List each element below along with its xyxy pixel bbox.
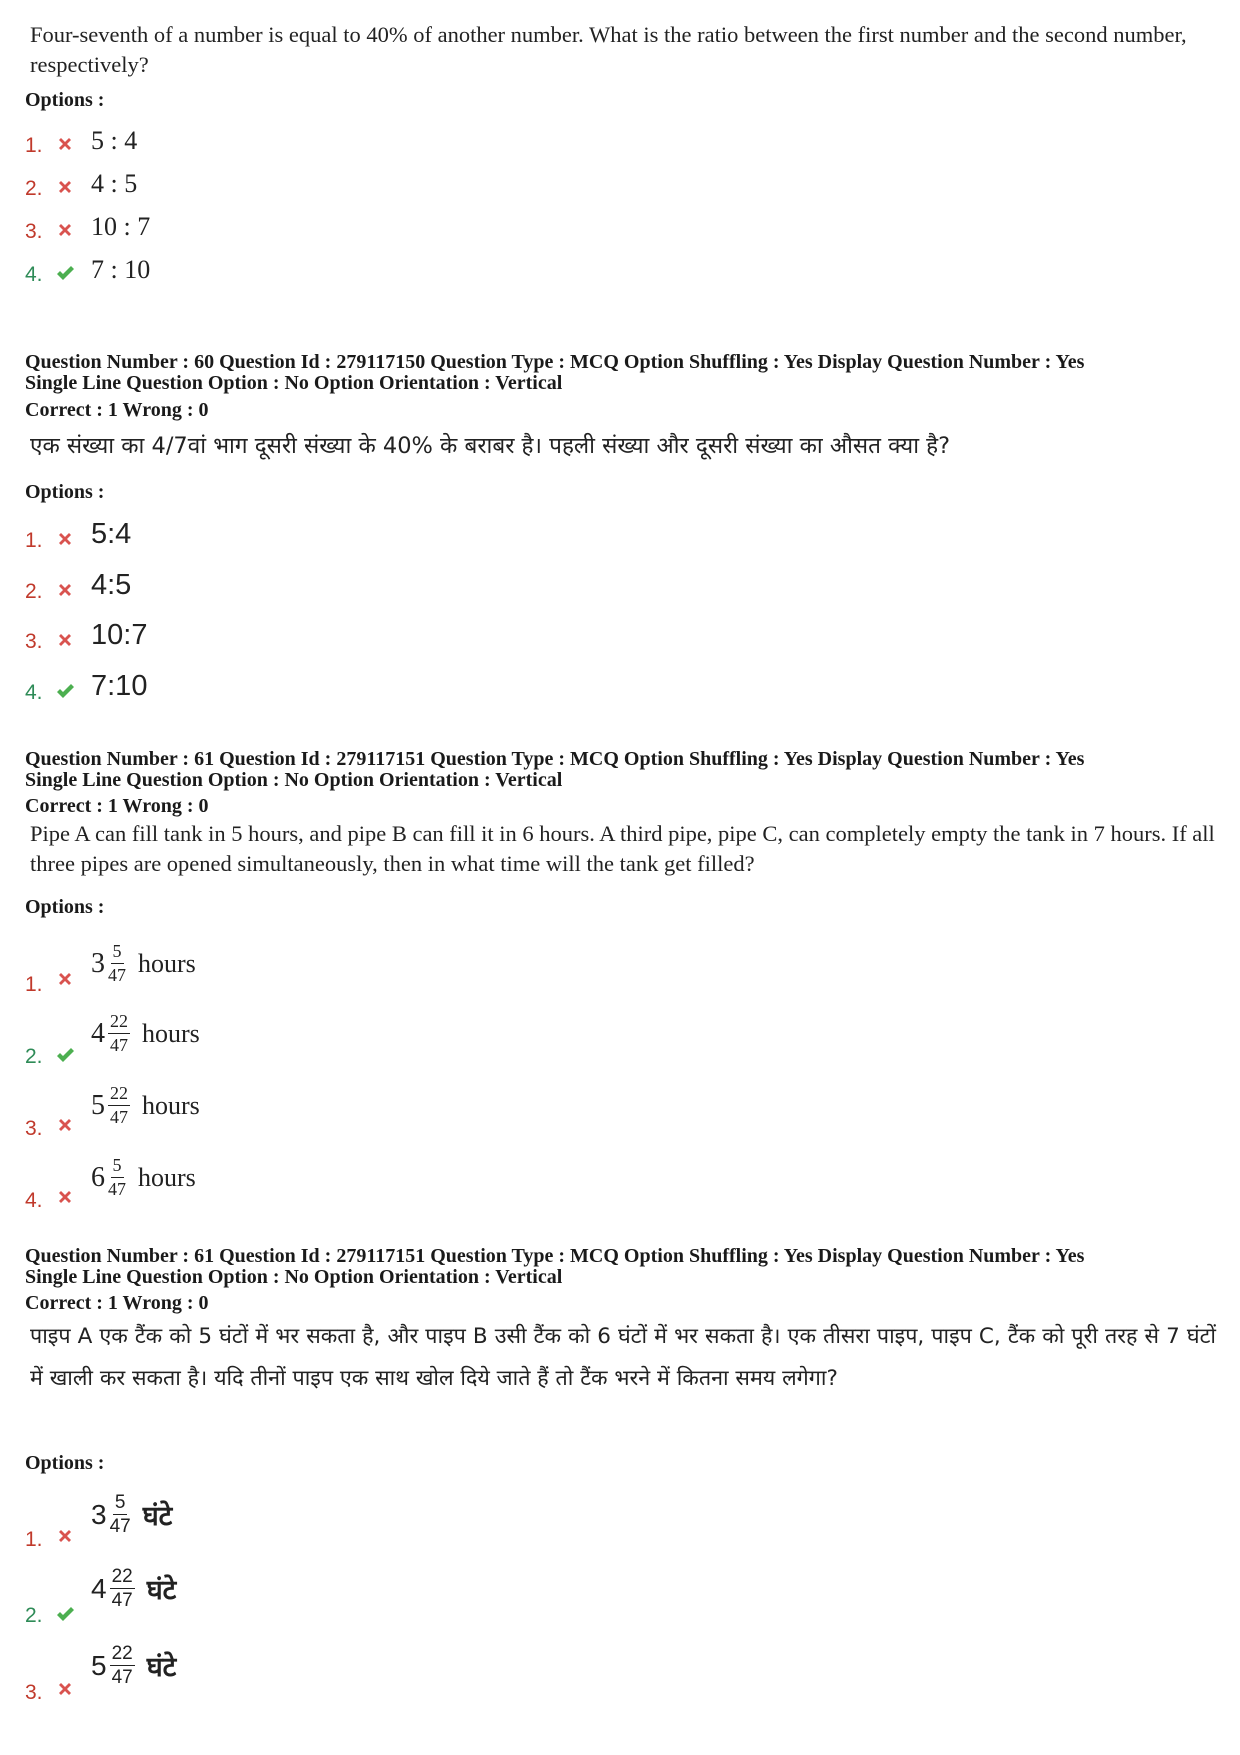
question-61-text: Pipe A can fill tank in 5 hours, and pipe B can fill it in 6 hours. A third pipe, pipe C, can completely empty the tank in 7 hours. If all three pipes are opened simultaneously, then in what time will the tank get filled? <box>30 821 1215 876</box>
cross-icon <box>55 630 75 650</box>
option-number: 4. <box>25 681 43 704</box>
whole-number: 4 <box>91 1572 107 1604</box>
option-number: 1. <box>25 1528 43 1551</box>
question-59-text: Four-seventh of a number is equal to 40% of another number. What is the ratio between the first number and the second number, respectively? <box>30 22 1187 77</box>
fraction <box>110 1644 135 1687</box>
option-value: 10 : 7 <box>91 212 151 241</box>
meta-line: Question Number : 60 Question Id : 279117150 Question Type : MCQ Option Shuffling : Yes Display Question Number : Yes <box>25 351 1085 373</box>
check-icon <box>55 263 75 283</box>
option-value: 7:10 <box>91 670 148 702</box>
check-icon <box>55 1604 75 1624</box>
fraction <box>108 1012 130 1055</box>
options-label: Options : <box>25 89 105 111</box>
unit-label: घंटे <box>142 1501 173 1532</box>
whole-number: 3 <box>91 947 105 979</box>
whole-number: 6 <box>91 1161 105 1193</box>
cross-icon <box>55 1187 75 1207</box>
option-value: 5 : 4 <box>91 126 138 155</box>
numerator: 5 <box>111 1156 124 1178</box>
check-icon <box>55 681 75 701</box>
option-value <box>91 1012 200 1055</box>
meta-line: Question Number : 61 Question Id : 279117151 Question Type : MCQ Option Shuffling : Yes Display Question Number : Yes <box>25 1245 1085 1267</box>
question-61-hindi-score: Correct : 1 Wrong : 0 <box>25 1292 209 1314</box>
denominator: 47 <box>109 1516 131 1537</box>
denominator: 47 <box>108 965 126 985</box>
whole-number: 5 <box>91 1089 105 1121</box>
fraction <box>110 1567 135 1610</box>
unit-label: hours <box>138 1162 196 1192</box>
question-61-hindi-meta <box>25 1246 1216 1288</box>
cross-icon <box>55 529 75 549</box>
option-value <box>91 1493 172 1536</box>
option-number: 2. <box>25 580 43 603</box>
unit-label: hours <box>138 948 196 978</box>
option-number: 4. <box>25 1189 43 1212</box>
whole-number: 3 <box>91 1498 107 1530</box>
options-label: Options : <box>25 1452 105 1474</box>
option-value <box>91 942 196 985</box>
option-value: 10:7 <box>91 619 148 651</box>
options-label: Options : <box>25 481 105 503</box>
unit-label: hours <box>142 1018 200 1048</box>
whole-number: 5 <box>91 1649 107 1681</box>
option-value <box>91 1084 200 1127</box>
question-60-meta <box>25 352 1216 394</box>
question-61-score: Correct : 1 Wrong : 0 <box>25 795 209 817</box>
fraction <box>108 1084 130 1127</box>
cross-icon <box>55 1679 75 1699</box>
question-61-meta <box>25 749 1216 791</box>
fraction <box>108 942 126 985</box>
numerator: 22 <box>111 1643 133 1664</box>
denominator: 47 <box>110 1035 128 1055</box>
numerator: 22 <box>111 1566 133 1587</box>
option-value <box>91 1567 176 1610</box>
unit-label: घंटे <box>146 1652 177 1683</box>
fraction <box>108 1156 126 1199</box>
option-number: 3. <box>25 1681 43 1704</box>
denominator: 47 <box>108 1179 126 1199</box>
meta-line: Single Line Question Option : No Option Orientation : Vertical <box>25 769 563 791</box>
option-value: 4:5 <box>91 569 132 601</box>
denominator: 47 <box>111 1590 133 1611</box>
cross-icon <box>55 969 75 989</box>
numerator: 22 <box>108 1084 130 1106</box>
option-number: 1. <box>25 134 43 157</box>
cross-icon <box>55 177 75 197</box>
question-61-hindi-text: पाइप A एक टैंक को 5 घंटों में भर सकता है, और पाइप B उसी टैंक को 6 घंटों में भर सकता है। एक तीसरा पाइप, पाइप C, टैंक को पूरी तरह से 7 घंटों में खाली कर सकता है। यदि तीनों पाइप एक साथ खोल दिये जाते हैं तो टैंक भरने में कितना समय लगेगा? <box>30 1324 1216 1391</box>
cross-icon <box>55 1526 75 1546</box>
fraction <box>110 1493 131 1536</box>
meta-line: Single Line Question Option : No Option Orientation : Vertical <box>25 372 563 394</box>
numerator: 5 <box>111 942 124 964</box>
numerator: 5 <box>114 1492 126 1513</box>
whole-number: 4 <box>91 1017 105 1049</box>
meta-line: Question Number : 61 Question Id : 279117151 Question Type : MCQ Option Shuffling : Yes Display Question Number : Yes <box>25 748 1085 770</box>
denominator: 47 <box>111 1667 133 1688</box>
option-value <box>91 1644 176 1687</box>
option-value <box>91 1156 196 1199</box>
check-icon <box>55 1045 75 1065</box>
unit-label: घंटे <box>146 1575 177 1606</box>
cross-icon <box>55 580 75 600</box>
option-number: 1. <box>25 529 43 552</box>
meta-line: Single Line Question Option : No Option Orientation : Vertical <box>25 1266 563 1288</box>
option-number: 2. <box>25 177 43 200</box>
option-number: 2. <box>25 1045 43 1068</box>
option-number: 2. <box>25 1604 43 1627</box>
unit-label: hours <box>142 1090 200 1120</box>
option-value: 5:4 <box>91 518 132 550</box>
cross-icon <box>55 1115 75 1135</box>
cross-icon <box>55 220 75 240</box>
cross-icon <box>55 134 75 154</box>
question-60-text: एक संख्या का 4/7वां भाग दूसरी संख्या के 40% के बराबर है। पहली संख्या और दूसरी संख्या का औसत क्या है? <box>30 433 951 459</box>
option-value: 7 : 10 <box>91 255 151 284</box>
denominator: 47 <box>110 1107 128 1127</box>
option-value: 4 : 5 <box>91 169 138 198</box>
option-number: 1. <box>25 973 43 996</box>
question-60-score: Correct : 1 Wrong : 0 <box>25 399 209 421</box>
option-number: 3. <box>25 630 43 653</box>
option-number: 4. <box>25 263 43 286</box>
option-number: 3. <box>25 1117 43 1140</box>
numerator: 22 <box>108 1012 130 1034</box>
options-label: Options : <box>25 896 105 918</box>
option-number: 3. <box>25 220 43 243</box>
